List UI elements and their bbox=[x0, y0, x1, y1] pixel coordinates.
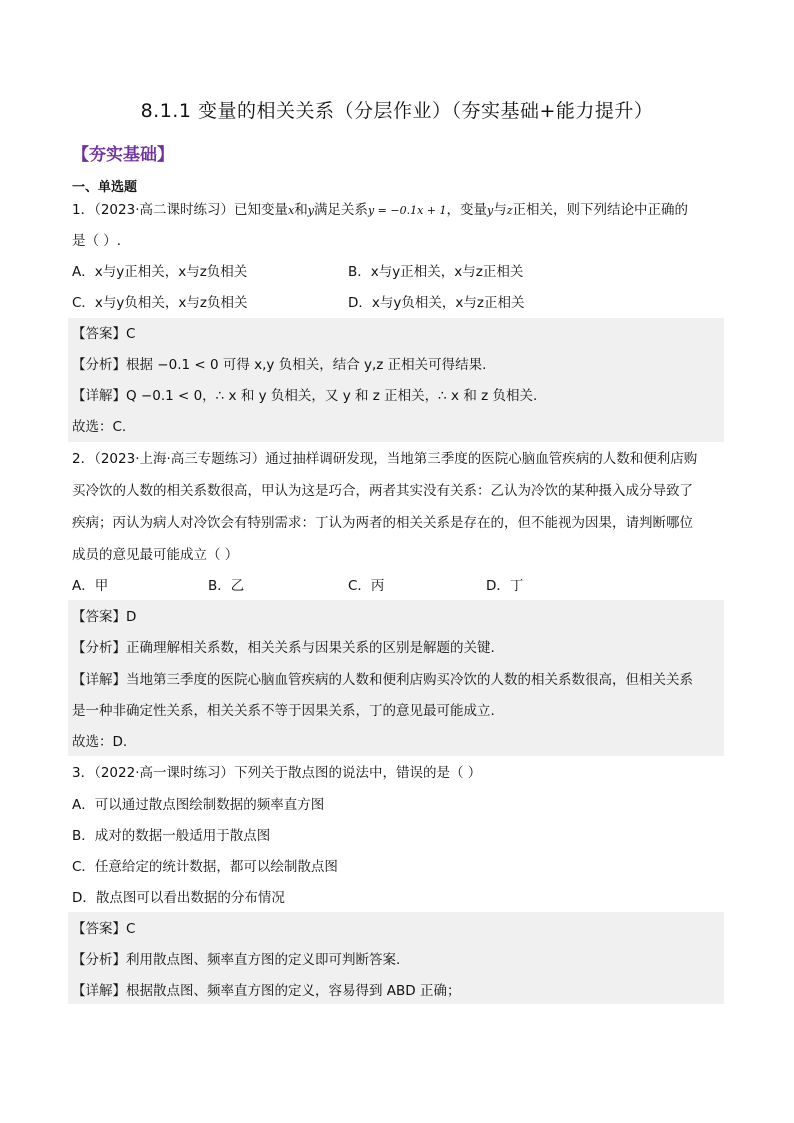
q2-option-a: A．甲 bbox=[72, 578, 109, 594]
q1-option-c: C．x与y负相关，x与z负相关 bbox=[72, 295, 248, 311]
q3-detail: 【详解】根据散点图、频率直方图的定义，容易得到 ABD 正确； bbox=[72, 983, 461, 999]
var-y: y bbox=[486, 204, 494, 217]
q3-analysis: 【分析】利用散点图、频率直方图的定义即可判断答案. bbox=[72, 952, 401, 968]
q2-stem-line3: 疾病；丙认为病人对冷饮会有特别需求：丁认为两者的相关关系是存在的，但不能视为因果，请判断哪位 bbox=[72, 515, 693, 531]
q2-option-d: D．丁 bbox=[486, 578, 524, 594]
q1-analysis: 【分析】根据 −0.1 < 0 可得 x,y 负相关，结合 y,z 正相关可得结果. bbox=[72, 357, 487, 373]
q3-answer: 【答案】C bbox=[72, 921, 136, 937]
q1-stem-line1 bbox=[72, 201, 688, 220]
q3-option-c: C．任意给定的统计数据，都可以绘制散点图 bbox=[72, 859, 338, 875]
q1-solution-box bbox=[68, 318, 724, 442]
q1-option-b: B．x与y正相关，x与z正相关 bbox=[348, 264, 524, 280]
q1-detail: 【详解】Q −0.1 < 0，∴ x 和 y 负相关，又 y 和 z 正相关，∴ x 和 z 负相关. bbox=[72, 388, 538, 404]
q3-option-a: A．可以通过散点图绘制数据的频率直方图 bbox=[72, 797, 325, 813]
var-y: y bbox=[307, 204, 314, 217]
q3-stem-line1: 3．（2022·高一课时练习）下列关于散点图的说法中，错误的是（ ） bbox=[72, 765, 482, 781]
q1-option-d: D．x与y负相关，x与z正相关 bbox=[348, 295, 525, 311]
q1-choice: 故选：C. bbox=[72, 419, 127, 435]
q2-detail-line2: 是一种非确定性关系，相关关系不等于因果关系，丁的意见最可能成立. bbox=[72, 703, 495, 719]
q1-stem-text: 1．（2023·高二课时练习）已知变量 bbox=[72, 202, 288, 218]
q2-stem-line2: 买冷饮的人数的相关系数很高，甲认为这是巧合，两者其实没有关系：乙认为冷饮的某种摄入成分导致了 bbox=[72, 483, 693, 499]
q2-option-c: C．丙 bbox=[348, 578, 385, 594]
q1-text-and: 和 bbox=[294, 202, 308, 218]
q2-stem-line1: 2．（2023·上海·高三专题练习）通过抽样调研发现，当地第三季度的医院心脑血管疾病的人数和便利店购 bbox=[72, 451, 698, 467]
q1-text-with: 与 bbox=[493, 202, 507, 218]
q1-stem-line2: 是（ ）. bbox=[72, 233, 122, 249]
var-x: x bbox=[288, 204, 295, 217]
q1-equation: y = −0.1x + 1 bbox=[367, 204, 447, 217]
q3-option-b: B．成对的数据一般适用于散点图 bbox=[72, 828, 271, 844]
q1-text-end: 正相关，则下列结论中正确的 bbox=[512, 202, 688, 218]
q2-choice: 故选：D. bbox=[72, 734, 128, 750]
section-heading: 【夯实基础】 bbox=[72, 145, 174, 165]
document-title: 8.1.1 变量的相关关系（分层作业）（夯实基础+能力提升） bbox=[140, 100, 654, 122]
q2-option-b: B．乙 bbox=[208, 578, 245, 594]
q2-stem-line4: 成员的意见最可能成立（ ） bbox=[72, 547, 239, 563]
q1-option-a: A．x与y正相关，x与z负相关 bbox=[72, 264, 248, 280]
q2-answer: 【答案】D bbox=[72, 609, 137, 625]
subsection-heading: 一、单选题 bbox=[72, 180, 138, 195]
var-z: z bbox=[506, 204, 513, 217]
q1-answer: 【答案】C bbox=[72, 326, 136, 342]
q2-analysis: 【分析】正确理解相关系数，相关关系与因果关系的区别是解题的关键. bbox=[72, 640, 495, 656]
q2-detail-line1: 【详解】当地第三季度的医院心脑血管疾病的人数和便利店购买冷饮的人数的相关系数很高，但相关关系 bbox=[72, 672, 693, 688]
q1-text-satisfy: 满足关系 bbox=[313, 202, 368, 218]
q1-text-rest: ，变量 bbox=[446, 202, 487, 218]
q3-option-d: D．散点图可以看出数据的分布情况 bbox=[72, 890, 285, 906]
